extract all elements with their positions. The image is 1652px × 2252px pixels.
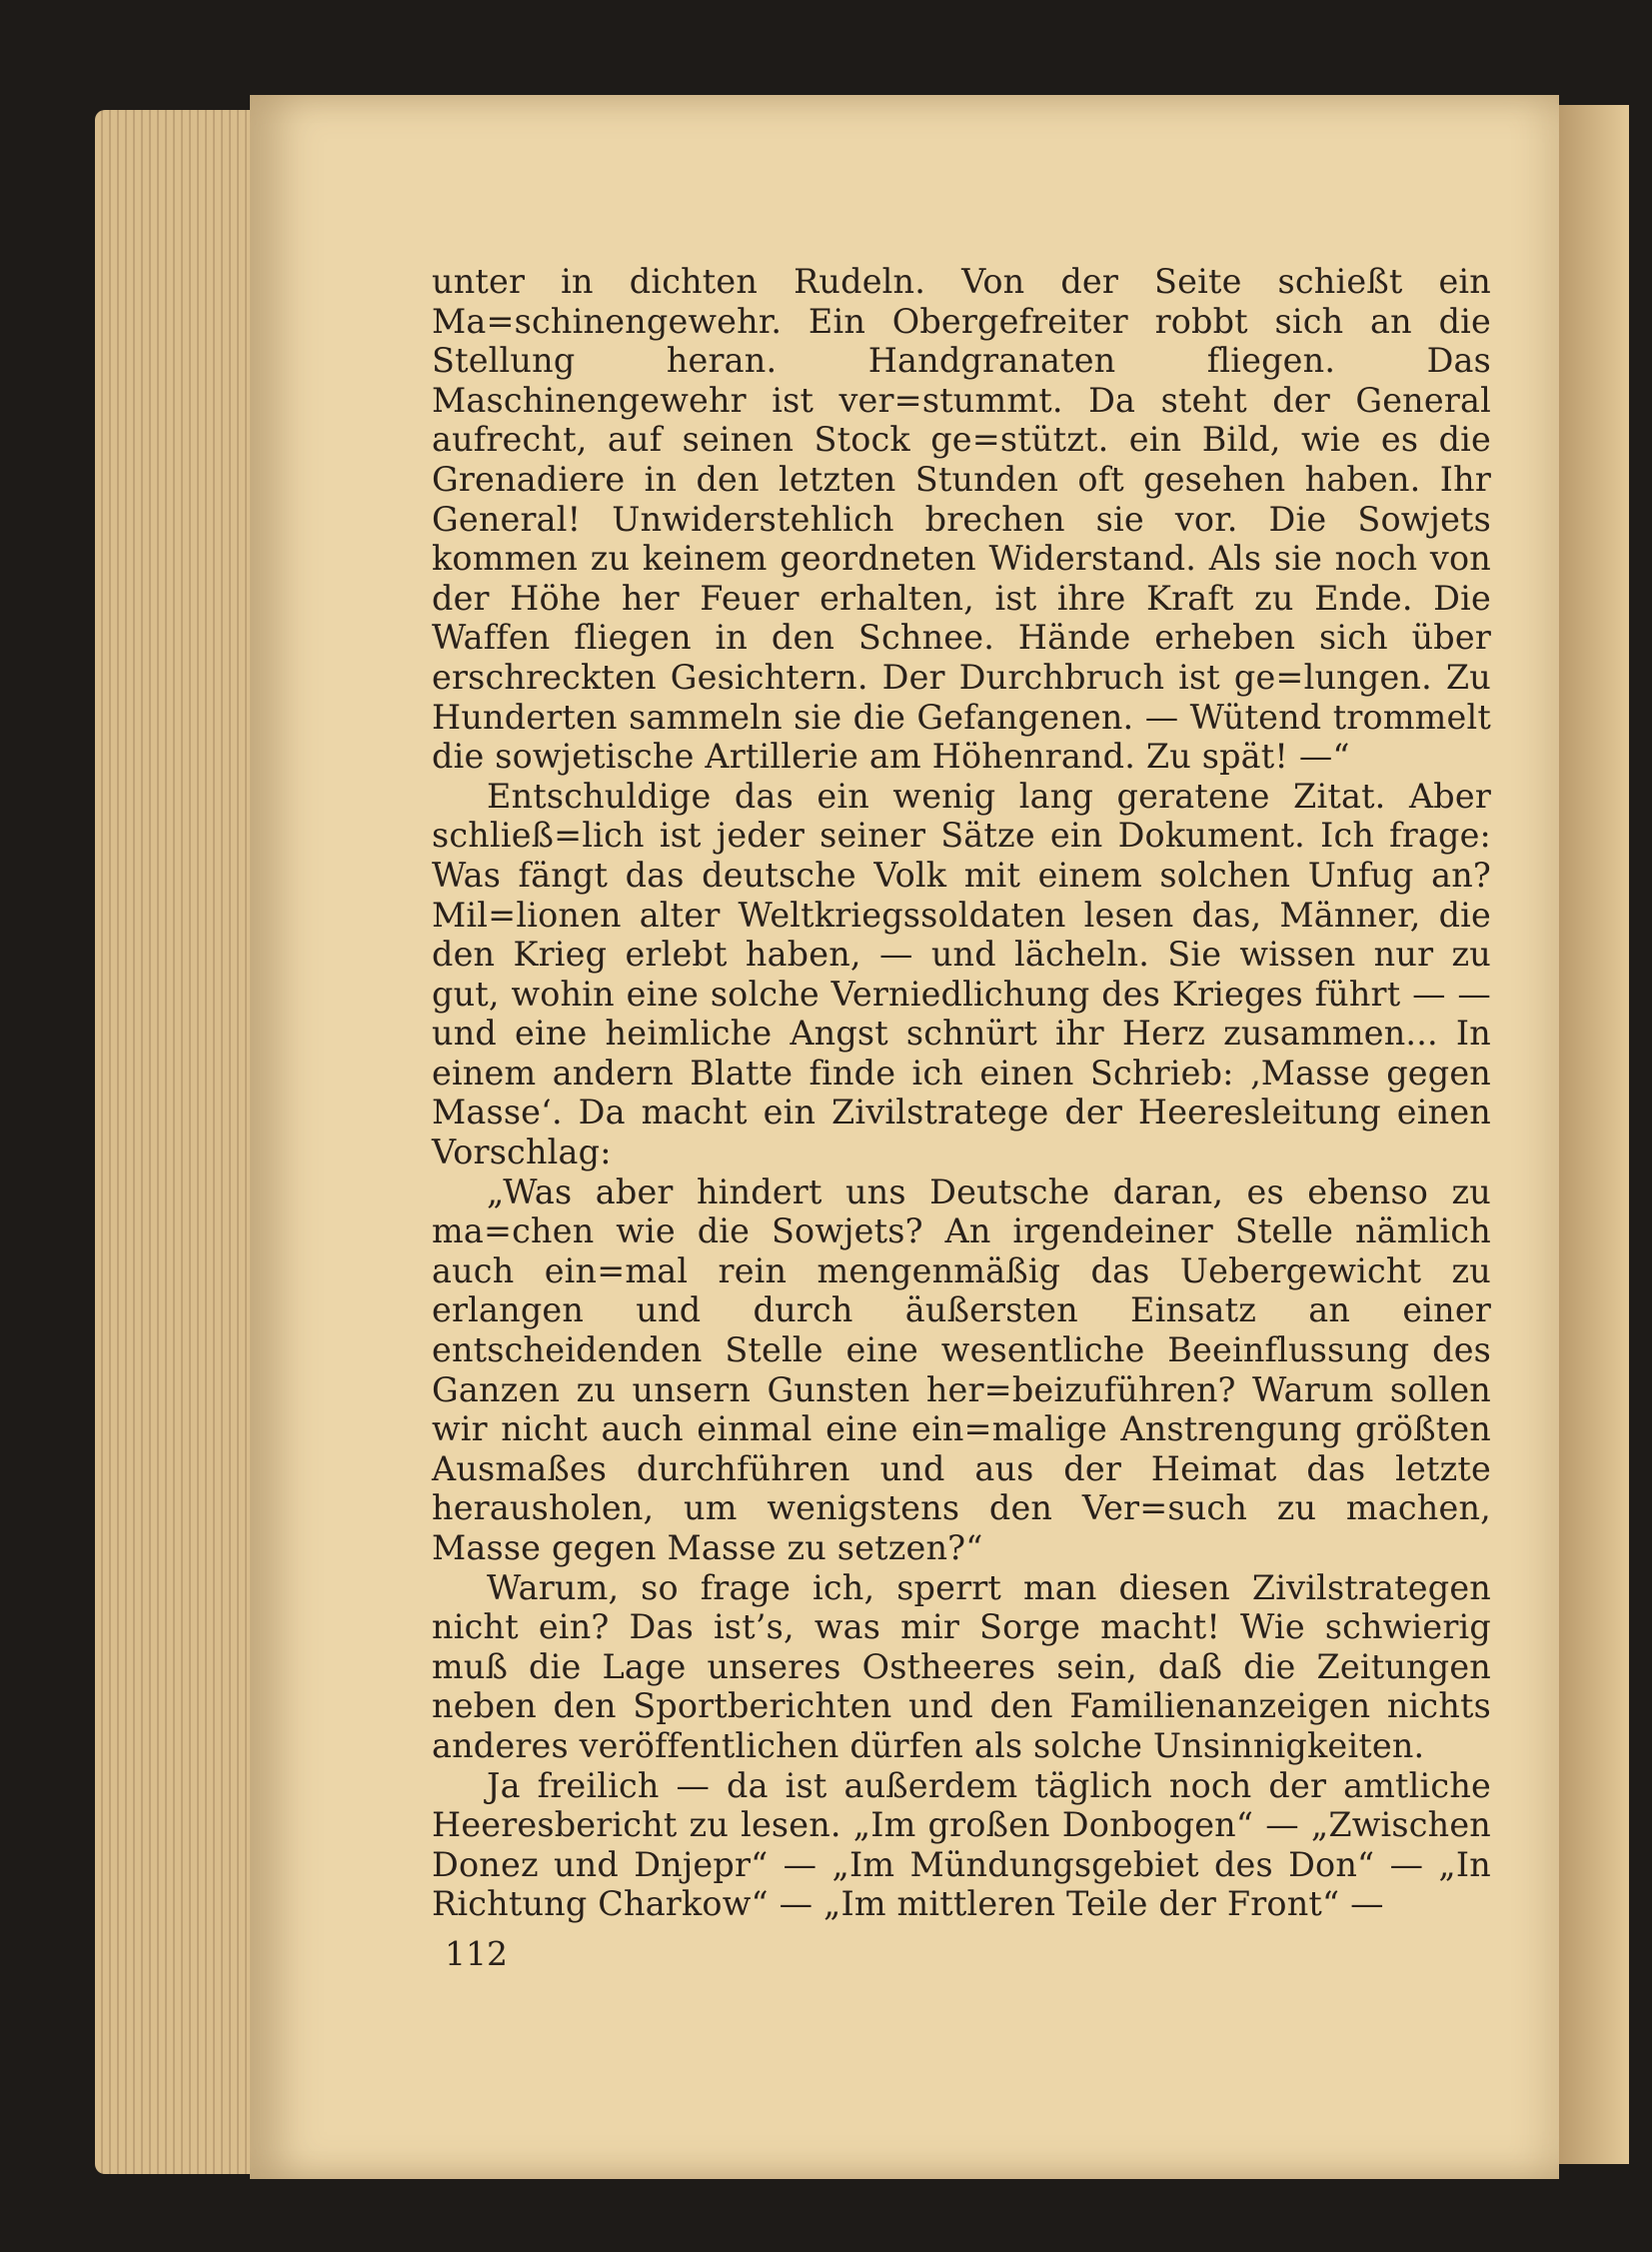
page-number: 112 — [445, 1934, 508, 1973]
facing-page-edge — [1559, 105, 1629, 2164]
paragraph: Warum, so frage ich, sperrt man diesen Zivilstrategen nicht ein? Das ist’s, was mir Sorge macht! Wie schwierig muß die Lage unseres Ostheeres sein, daß die Zeitungen neben den Sportberichten und den Familienanzeigen nichts anderes veröffentlichen dürfen als solche Unsinnigkeiten. — [432, 1567, 1491, 1765]
block-quote-paragraph: „Was aber hindert uns Deutsche daran, es ebenso zu ma=chen wie die Sowjets? An irgendeiner Stelle nämlich auch ein=mal rein mengenmäßig das Uebergewicht zu erlangen und durch äußersten Einsatz an einer entscheidenden Stelle eine wesentliche Beeinflussung des Ganzen zu unsern Gunsten her=beizuführen? Warum sollen wir nicht auch einmal eine ein=malige Anstrengung größten Ausmaßes durchführen und aus der Heimat das letzte herausholen, um wenigstens den Ver=such zu machen, Masse gegen Masse zu setzen?“ — [432, 1171, 1491, 1567]
page-stack-edges — [95, 110, 270, 2174]
body-text — [432, 262, 1491, 1924]
paragraph-continued: unter in dichten Rudeln. Von der Seite schießt ein Ma=schinengewehr. Ein Obergefreiter robbt sich an die Stellung heran. Handgranaten fliegen. Das Maschinengewehr ist ver=stummt. Da steht der General aufrecht, auf seinen Stock ge=stützt. ein Bild, wie es die Grenadiere in den letzten Stunden oft gesehen haben. Ihr General! Unwiderstehlich brechen sie vor. Die Sowjets kommen zu keinem geordneten Widerstand. Als sie noch von der Höhe her Feuer erhalten, ist ihre Kraft zu Ende. Die Waffen fliegen in den Schnee. Hände erheben sich über erschreckten Gesichtern. Der Durchbruch ist ge=lungen. Zu Hunderten sammeln sie die Gefangenen. — Wütend trommelt die sowjetische Artillerie am Höhenrand. Zu spät! —“ — [432, 262, 1491, 777]
paragraph: Entschuldige das ein wenig lang geratene Zitat. Aber schließ=lich ist jeder seiner Sätze ein Dokument. Ich frage: Was fängt das deutsche Volk mit einem solchen Unfug an? Mil=lionen alter Weltkriegssoldaten lesen das, Männer, die den Krieg erlebt haben, — und lächeln. Sie wissen nur zu gut, wohin eine solche Verniedlichung des Krieges führt — — und eine heimliche Angst schnürt ihr Herz zusammen... In einem andern Blatte finde ich einen Schrieb: ‚Masse gegen Masse‘. Da macht ein Zivilstratege der Heeresleitung einen Vorschlag: — [432, 776, 1491, 1172]
paragraph: Ja freilich — da ist außerdem täglich noch der amtliche Heeresbericht zu lesen. „Im großen Donbogen“ — „Zwischen Donez und Dnjepr“ — „Im Mündungsgebiet des Don“ — „In Richtung Charkow“ — „Im mittleren Teile der Front“ — — [432, 1765, 1491, 1924]
